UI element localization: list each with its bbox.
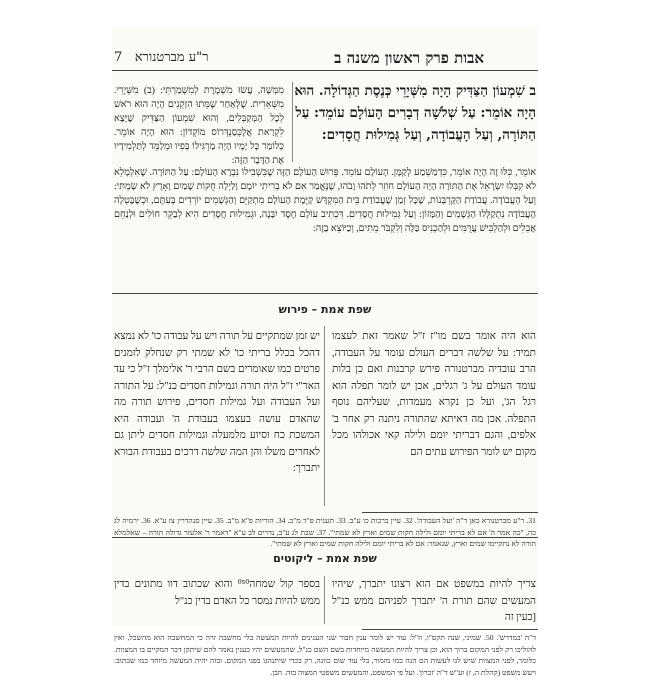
bartenura-commentary: אוֹמֵר, כִּלּוּ זֶה הָיָה אוֹמֵר, כִּדְמַשְׁמַע לְקַמָּן. הָעוֹלָם עוֹמֵד. פֵּרוּשׁ הָעוֹלָם הַזֶּה שֶׁבִּשְׁבִילוֹ נִבְרָא הָעוֹלָם: עַל הַתּוֹרָה. שֶׁאִלְמָלֵא לֹא קִבְּלוּ יִשְׂרָאֵל אֶת הַתּוֹרָה הָיָה הָעוֹלָם חוֹזֵר לְתֹהוּ וָבֹהוּ, שֶׁנֶּאֱמַר אִם לֹא בְרִיתִי יוֹמָם וָלַיְלָה חֻקּוֹת שָׁמַיִם וָאָרֶץ לֹא שָׂמְתִּי: וְעַל הָעֲבוֹדָה. עֲבוֹדַת הַקָּרְבָּנוֹת, שֶׁכָּל זְמַן שֶׁעֲבוֹדַת בֵּית הַמִּקְדָּשׁ קַיֶּמֶת הָעוֹלָם מִתְקַיֵּם וְהַגְּשָׁמִים יוֹרְדִים בְּעִתָּם, וּכְשֶׁבָּטְלָה הָעֲבוֹדָה נִתְקַלְּלוּ הַגְּשָׁמִים וְהַמָּזוֹן: וְעַל גְּמִילוּת חֲסָדִים. דִּכְתִיב עוֹלָם חֶסֶד יִבָּנֶה, וּגְמִילוּת חֲסָדִים הִיא לְבַקֵּר חוֹלִים וּלְנַחֵם אֲבֵלִים וּלְהַלְבִּישׁ עֲרֻמִּים וּלְהַכְנִיס כַּלָּה וְלִקְבֹּר מֵתִים, וְכַיּוֹצֵא בָזֶה: xyxy=(114,167,536,234)
likutim-column-left: בספר קול שמחה⁰⁵⁰ והוא שכתוב דוו מתונים בדין ממש להיות נמסר כל האדם בדין כנ"ל xyxy=(114,579,321,607)
likutim-column-right: צריך להיות במשפט אם הוא רצונו יתברך, שיהיו המעשים שהם תורת ה' יתברך לפניהם ממש כנ"ל [כעין זה xyxy=(332,579,536,623)
likutim-heading: שפת אמת – ליקוטים xyxy=(273,552,377,565)
column-divider xyxy=(324,576,325,624)
perush-footnotes: 31. ר"ע מברטנורא כאן ד"ה 'ועל העבודה'. 32. עיין ברכות כו ע"ב. 33. תענית פ"ד מ"ב. 34. הוריות פ"א מ"ב. 35. עיין סנהדרין צז ע"א. 36. ירמיה לג כה, "כה אמר ה' אם לא בריתי יומם ולילה חקות שמים וארץ לא שמתי". 37. שבת לג ע"ב, נדרים לב ע"א "דאמר ר' אלעזר גדולה תורה – שאלמלא תורה לא נתקיימו שמים וארץ, שנאמר: אם לא בריתי יומם ולילה חקות שמים וארץ לא שמתי". xyxy=(114,516,536,548)
header-rule xyxy=(112,70,538,71)
page-header-author: ר"ע מברטנורא xyxy=(134,50,209,65)
perush-column-right: הוא היה אומר בשם מו"ז ז"ל שאמר זאת לעצמו תמיד: על שלשה דברים העולם עומד על העבודה, הרב עובדיה מברטנורה פירש קרבנות ואם כן בלות עומד העולם על ג' רגלים, אכן יש לומר תפלה הוא רגל הג', ועל כן נקרא מעמדות, שעליהם נוסף התפלה. אכן מה דאיתא שהתורה ניתנה רק אחר ב' אלפים, והגם דבריתי יומם ולילה קאי אכולהו מכל מקום יש לומר הפירוש עתים הם xyxy=(332,331,536,458)
book-page xyxy=(112,26,538,677)
side-commentary: מִמְּשֶׁה, עֲשׂוּ מִשְׁמֶרֶת לְמִשְׁמַרְתִּי: (ב) מִשְּׁיָרֵי. מִשְּׁאֵרִית. שֶׁלְּאַחַר שֶׁמֵּתוּ הִזְקֵנִים הָיָה הוּא רֹאשׁ לְכָל הַמְּקַבְּלִים, וְהוּא שִׁמְעוֹן הַצַּדִּיק שֶׁיָּצָא לִקְרַאת אֲלֶכְּסַנְדְּרוֹס מוֹקְדוֹן: הוּא הָיָה אוֹמֵר. כְּלוֹמַר כָּל יָמָיו הָיָה מַרְגִּילוֹ בְּפִיו וּמְלַמֵּד לְתַלְמִידָיו אֶת הַדָּבָר הַזֶּה: xyxy=(114,85,284,166)
likutim-footnotes: ד"ה 'במדרש'. 50. שמיני, שנה תקס"ו, וז"ל: עוד יש לומר ענין חבור שני הענינים להיות המעשה בלי מחשבה זרה כי המחשבה הוא מהשכל, ואין להוליכו רק לפני המקום ברוך הוא, וכן צריך להיות המעשה מיוחדות בשם השם כנ"ל, שהמעשים יהיו כענין נאמר להם שיתקן דבר המקיים בו המצוות. כלומר, לפני המצוות שיש לנו לעשות הם הנה כמו מזמור, בלי עוד שום כוונה, רק בכדי שיתנהגו בפני המקום. ובזה יהיה המעשה מיוחד כמו שכתוב: ויעש משפט (קהלת ה, ז) וע"ש ד"ה 'זכרון'. ועל פי המשפט, והמעשים משפטי המצוה בזה. הבן. xyxy=(114,633,536,677)
footnote-rule xyxy=(362,629,538,630)
page-header-title: אבות פרק ראשון משנה ב xyxy=(334,49,484,67)
section-rule xyxy=(112,293,538,294)
column-divider xyxy=(324,326,325,506)
footnote-rule xyxy=(362,512,538,513)
section-rule xyxy=(112,537,538,538)
column-divider xyxy=(292,82,293,162)
perush-column-left: יש זמן שמתקיים על תורה ויש על עבודה כו' לא נמצא דהכל בכלל בריתי כו' לא שמתי רק שנחלק לזמנים פרטים כמו שאומרים בשם הרבי ר' אלימלך ז"ל כי עד האר"י ז"ל היה תורה וגמילות חסדים כנ"ל: על התורה ועל העבודה ועל גמילות חסדים, פירוש תורה מה שהאדם עושה בעצמו בעבודת ה' ועבודה היא המשכת כח וסיוע מלמעלה וגמילות חסדים ליתן גם לאחרים משלו והן המה שלשה דרכים בעבודת הבורא יתברך: xyxy=(114,331,320,474)
page-number-value: 7 xyxy=(114,50,123,65)
mishnah-text: ב שִׁמְעוֹן הַצַּדִּיק הָיָה מִשְּׁיָרֵי כְּנֶסֶת הַגְּדוֹלָה. הוּא הָיָה אוֹמֵר: עַל שְׁלֹשָׁה דְבָרִים הָעוֹלָם עוֹמֵד: עַל הַתּוֹרָה, וְעַל הָעֲבוֹדָה, וְעַל גְּמִילוּת חֲסָדִים: xyxy=(294,83,536,143)
page-number xyxy=(114,49,209,65)
perush-heading: שפת אמת – פירוש xyxy=(278,303,372,316)
